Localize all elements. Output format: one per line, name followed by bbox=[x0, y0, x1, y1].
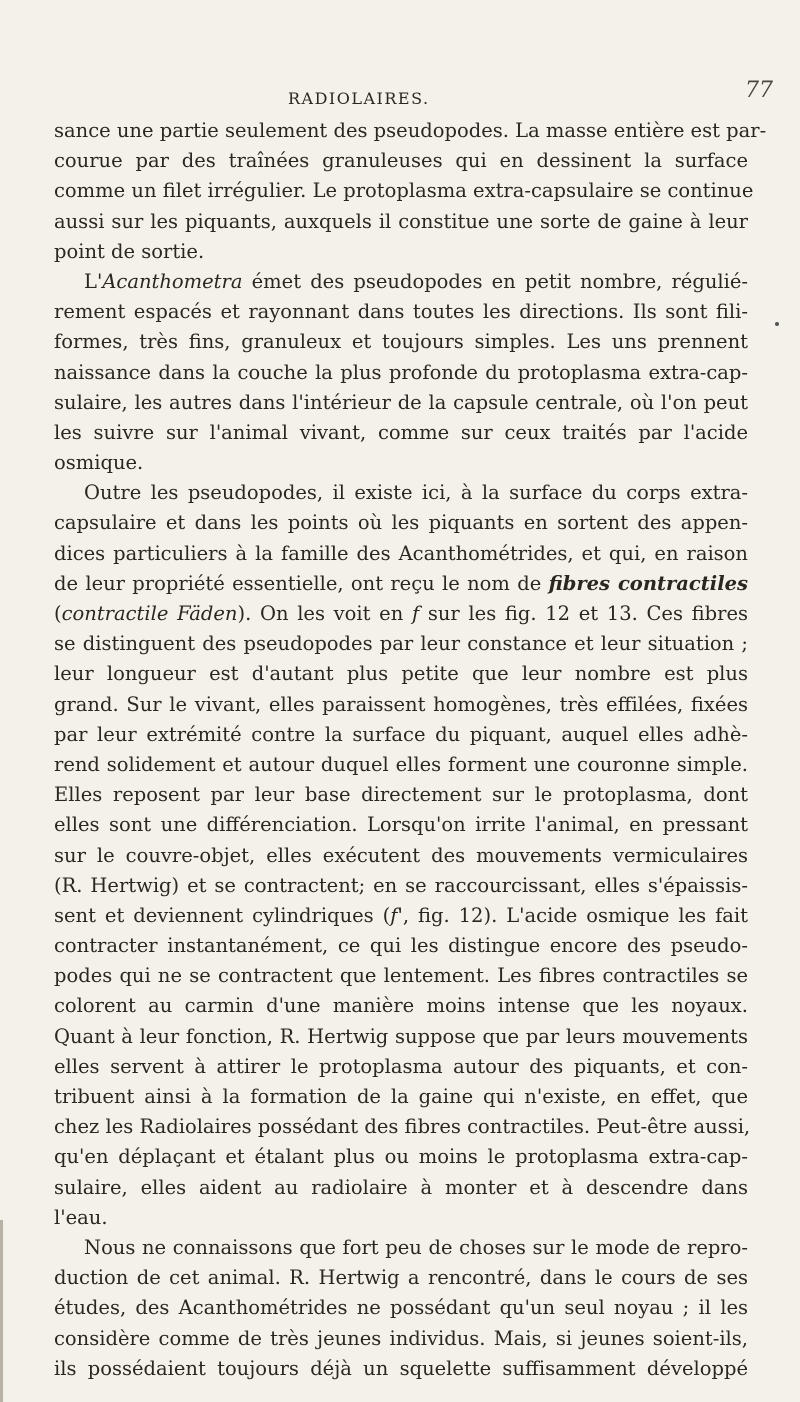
text-segment: sur les fig. 12 et 13. Ces fibres bbox=[419, 602, 748, 625]
text-segment: osmique. bbox=[54, 451, 144, 475]
text-line bbox=[54, 659, 748, 689]
text-segment: courue par des traînées granuleuses qui en dessinent la surface bbox=[54, 149, 748, 173]
text-segment: ils possédaient toujours déjà un squelette suffisamment développé bbox=[54, 1356, 748, 1380]
text-segment: Elles reposent par leur base directement sur le protoplasma, dont bbox=[54, 783, 748, 807]
text-segment: L' bbox=[84, 269, 103, 293]
text-line bbox=[54, 1112, 751, 1142]
text-line bbox=[54, 780, 748, 810]
text-line bbox=[54, 1233, 748, 1263]
text-line bbox=[54, 418, 748, 448]
text-line bbox=[54, 1354, 748, 1384]
text-segment: Acanthometra bbox=[102, 269, 243, 293]
text-segment: elles servent à attirer le protoplasma autour des piquants, et con- bbox=[54, 1054, 748, 1078]
text-segment: comme un filet irrégulier. Le protoplasma extra-capsulaire se continue bbox=[54, 179, 754, 203]
margin-mark bbox=[775, 322, 779, 326]
text-segment: Quant à leur fonction, R. Hertwig suppose que par leurs mouvements bbox=[54, 1024, 748, 1048]
text-segment: ( bbox=[54, 602, 62, 625]
text-line bbox=[54, 327, 748, 357]
text-segment: les suivre sur l'animal vivant, comme sur ceux traités par l'acide bbox=[54, 420, 748, 444]
text-segment: qu'en déplaçant et étalant plus ou moins le protoplasma extra-cap- bbox=[54, 1145, 748, 1169]
text-segment: podes qui ne se contractent que lentement. Les fibres contractiles se bbox=[54, 964, 748, 988]
text-line bbox=[54, 448, 748, 478]
text-line bbox=[54, 207, 748, 237]
text-line bbox=[54, 1082, 748, 1112]
text-line bbox=[54, 810, 748, 840]
text-segment: tribuent ainsi à la formation de la gaine qui n'existe, en effet, que bbox=[54, 1085, 748, 1108]
text-segment: contracter instantanément, ce qui les distingue encore des pseudo- bbox=[54, 934, 748, 958]
text-line bbox=[54, 1203, 748, 1233]
text-line bbox=[54, 599, 748, 629]
text-segment: par leur extrémité contre la surface du piquant, auquel elles adhè- bbox=[54, 722, 748, 746]
text-line bbox=[54, 116, 767, 146]
text-segment: elles sont une différenciation. Lorsqu'on irrite l'animal, en pressant bbox=[54, 813, 748, 837]
text-segment: considère comme de très jeunes individus. Mais, si jeunes soient-ils, bbox=[54, 1326, 748, 1350]
text-segment: ). On les voit en bbox=[237, 602, 412, 625]
text-segment: Outre les pseudopodes, il existe ici, à la surface du corps extra- bbox=[84, 481, 748, 505]
text-segment: Nous ne connaissons que fort peu de choses sur le mode de repro- bbox=[84, 1235, 748, 1259]
text-line bbox=[54, 901, 748, 931]
text-segment: rement espacés et rayonnant dans toutes les directions. Ils sont fili- bbox=[54, 300, 748, 324]
text-line bbox=[54, 1142, 748, 1172]
text-line bbox=[54, 508, 748, 538]
text-segment: sulaire, elles aident au radiolaire à monter et à descendre dans bbox=[54, 1175, 748, 1199]
text-line bbox=[54, 841, 748, 871]
text-line bbox=[54, 237, 748, 267]
text-line bbox=[54, 297, 748, 327]
text-segment: émet des pseudopodes en petit nombre, régulié- bbox=[242, 269, 748, 293]
text-line bbox=[54, 146, 748, 176]
text-segment: aussi sur les piquants, auxquels il constitue une sorte de gaine à leur bbox=[54, 209, 748, 233]
text-segment: l'eau. bbox=[54, 1205, 108, 1229]
text-line bbox=[54, 176, 754, 206]
text-line bbox=[54, 358, 748, 388]
text-line bbox=[54, 1052, 748, 1082]
text-segment: grand. Sur le vivant, elles paraissent homogènes, très effilées, fixées bbox=[54, 692, 748, 716]
text-segment: dices particuliers à la famille des Acanthométrides, et qui, en raison bbox=[54, 541, 748, 565]
text-line bbox=[54, 1293, 748, 1323]
text-segment: point de sortie. bbox=[54, 239, 205, 263]
text-segment: , fig. 12). L'acide osmique les fait bbox=[402, 903, 748, 927]
text-segment: sance une partie seulement des pseudopodes. La masse entière est par- bbox=[54, 119, 767, 142]
binding-shadow bbox=[0, 1220, 3, 1402]
text-line bbox=[54, 871, 748, 901]
text-line bbox=[54, 991, 748, 1021]
text-segment: études, des Acanthométrides ne possédant qu'un seul noyau ; il les bbox=[54, 1296, 748, 1320]
text-segment: chez les Radiolaires possédant des fibres contractiles. Peut-être aussi, bbox=[54, 1115, 751, 1139]
text-segment: f bbox=[411, 602, 420, 625]
text-line bbox=[54, 478, 748, 508]
text-segment: colorent au carmin d'une manière moins intense que les noyaux. bbox=[54, 994, 748, 1018]
page-number: 77 bbox=[745, 78, 773, 103]
text-line bbox=[54, 629, 748, 659]
text-line bbox=[54, 1263, 748, 1293]
text-line bbox=[54, 720, 748, 750]
text-line bbox=[54, 388, 748, 418]
text-segment: capsulaire et dans les points où les piquants en sortent des appen- bbox=[54, 511, 748, 535]
text-line bbox=[54, 750, 748, 780]
text-segment: sulaire, les autres dans l'intérieur de la capsule centrale, où l'on peut bbox=[54, 390, 748, 414]
text-segment: sent et deviennent cylindriques ( bbox=[54, 903, 391, 927]
text-segment: leur longueur est d'autant plus petite que leur nombre est plus bbox=[54, 662, 748, 686]
text-segment: fibres contractiles bbox=[548, 571, 748, 595]
text-line bbox=[54, 961, 748, 991]
text-segment: rend solidement et autour duquel elles forment une couronne simple. bbox=[54, 752, 748, 776]
text-line bbox=[54, 267, 748, 297]
text-line bbox=[54, 1022, 748, 1052]
text-segment: se distinguent des pseudopodes par leur constance et leur situation ; bbox=[54, 632, 748, 656]
text-line bbox=[54, 931, 748, 961]
text-segment: (R. Hertwig) et se contractent; en se raccourcissant, elles s'épaissis- bbox=[54, 873, 748, 897]
text-segment: f' bbox=[390, 903, 403, 927]
text-line bbox=[54, 1324, 748, 1354]
text-line bbox=[54, 690, 748, 720]
text-segment: naissance dans la couche la plus profonde du protoplasma extra-cap- bbox=[54, 360, 748, 384]
text-segment: formes, très fins, granuleux et toujours simples. Les uns prennent bbox=[54, 330, 748, 354]
text-line bbox=[54, 1173, 748, 1203]
text-segment: contractile Fäden bbox=[61, 602, 238, 625]
text-segment: sur le couvre-objet, elles exécutent des mouvements vermiculaires bbox=[54, 843, 748, 867]
running-head: RADIOLAIRES. bbox=[288, 89, 430, 108]
text-segment: duction de cet animal. R. Hertwig a rencontré, dans le cours de ses bbox=[54, 1266, 748, 1290]
text-line bbox=[54, 539, 748, 569]
text-segment: de leur propriété essentielle, ont reçu le nom de bbox=[54, 571, 549, 595]
body-text bbox=[54, 116, 767, 1384]
text-line bbox=[54, 569, 748, 599]
